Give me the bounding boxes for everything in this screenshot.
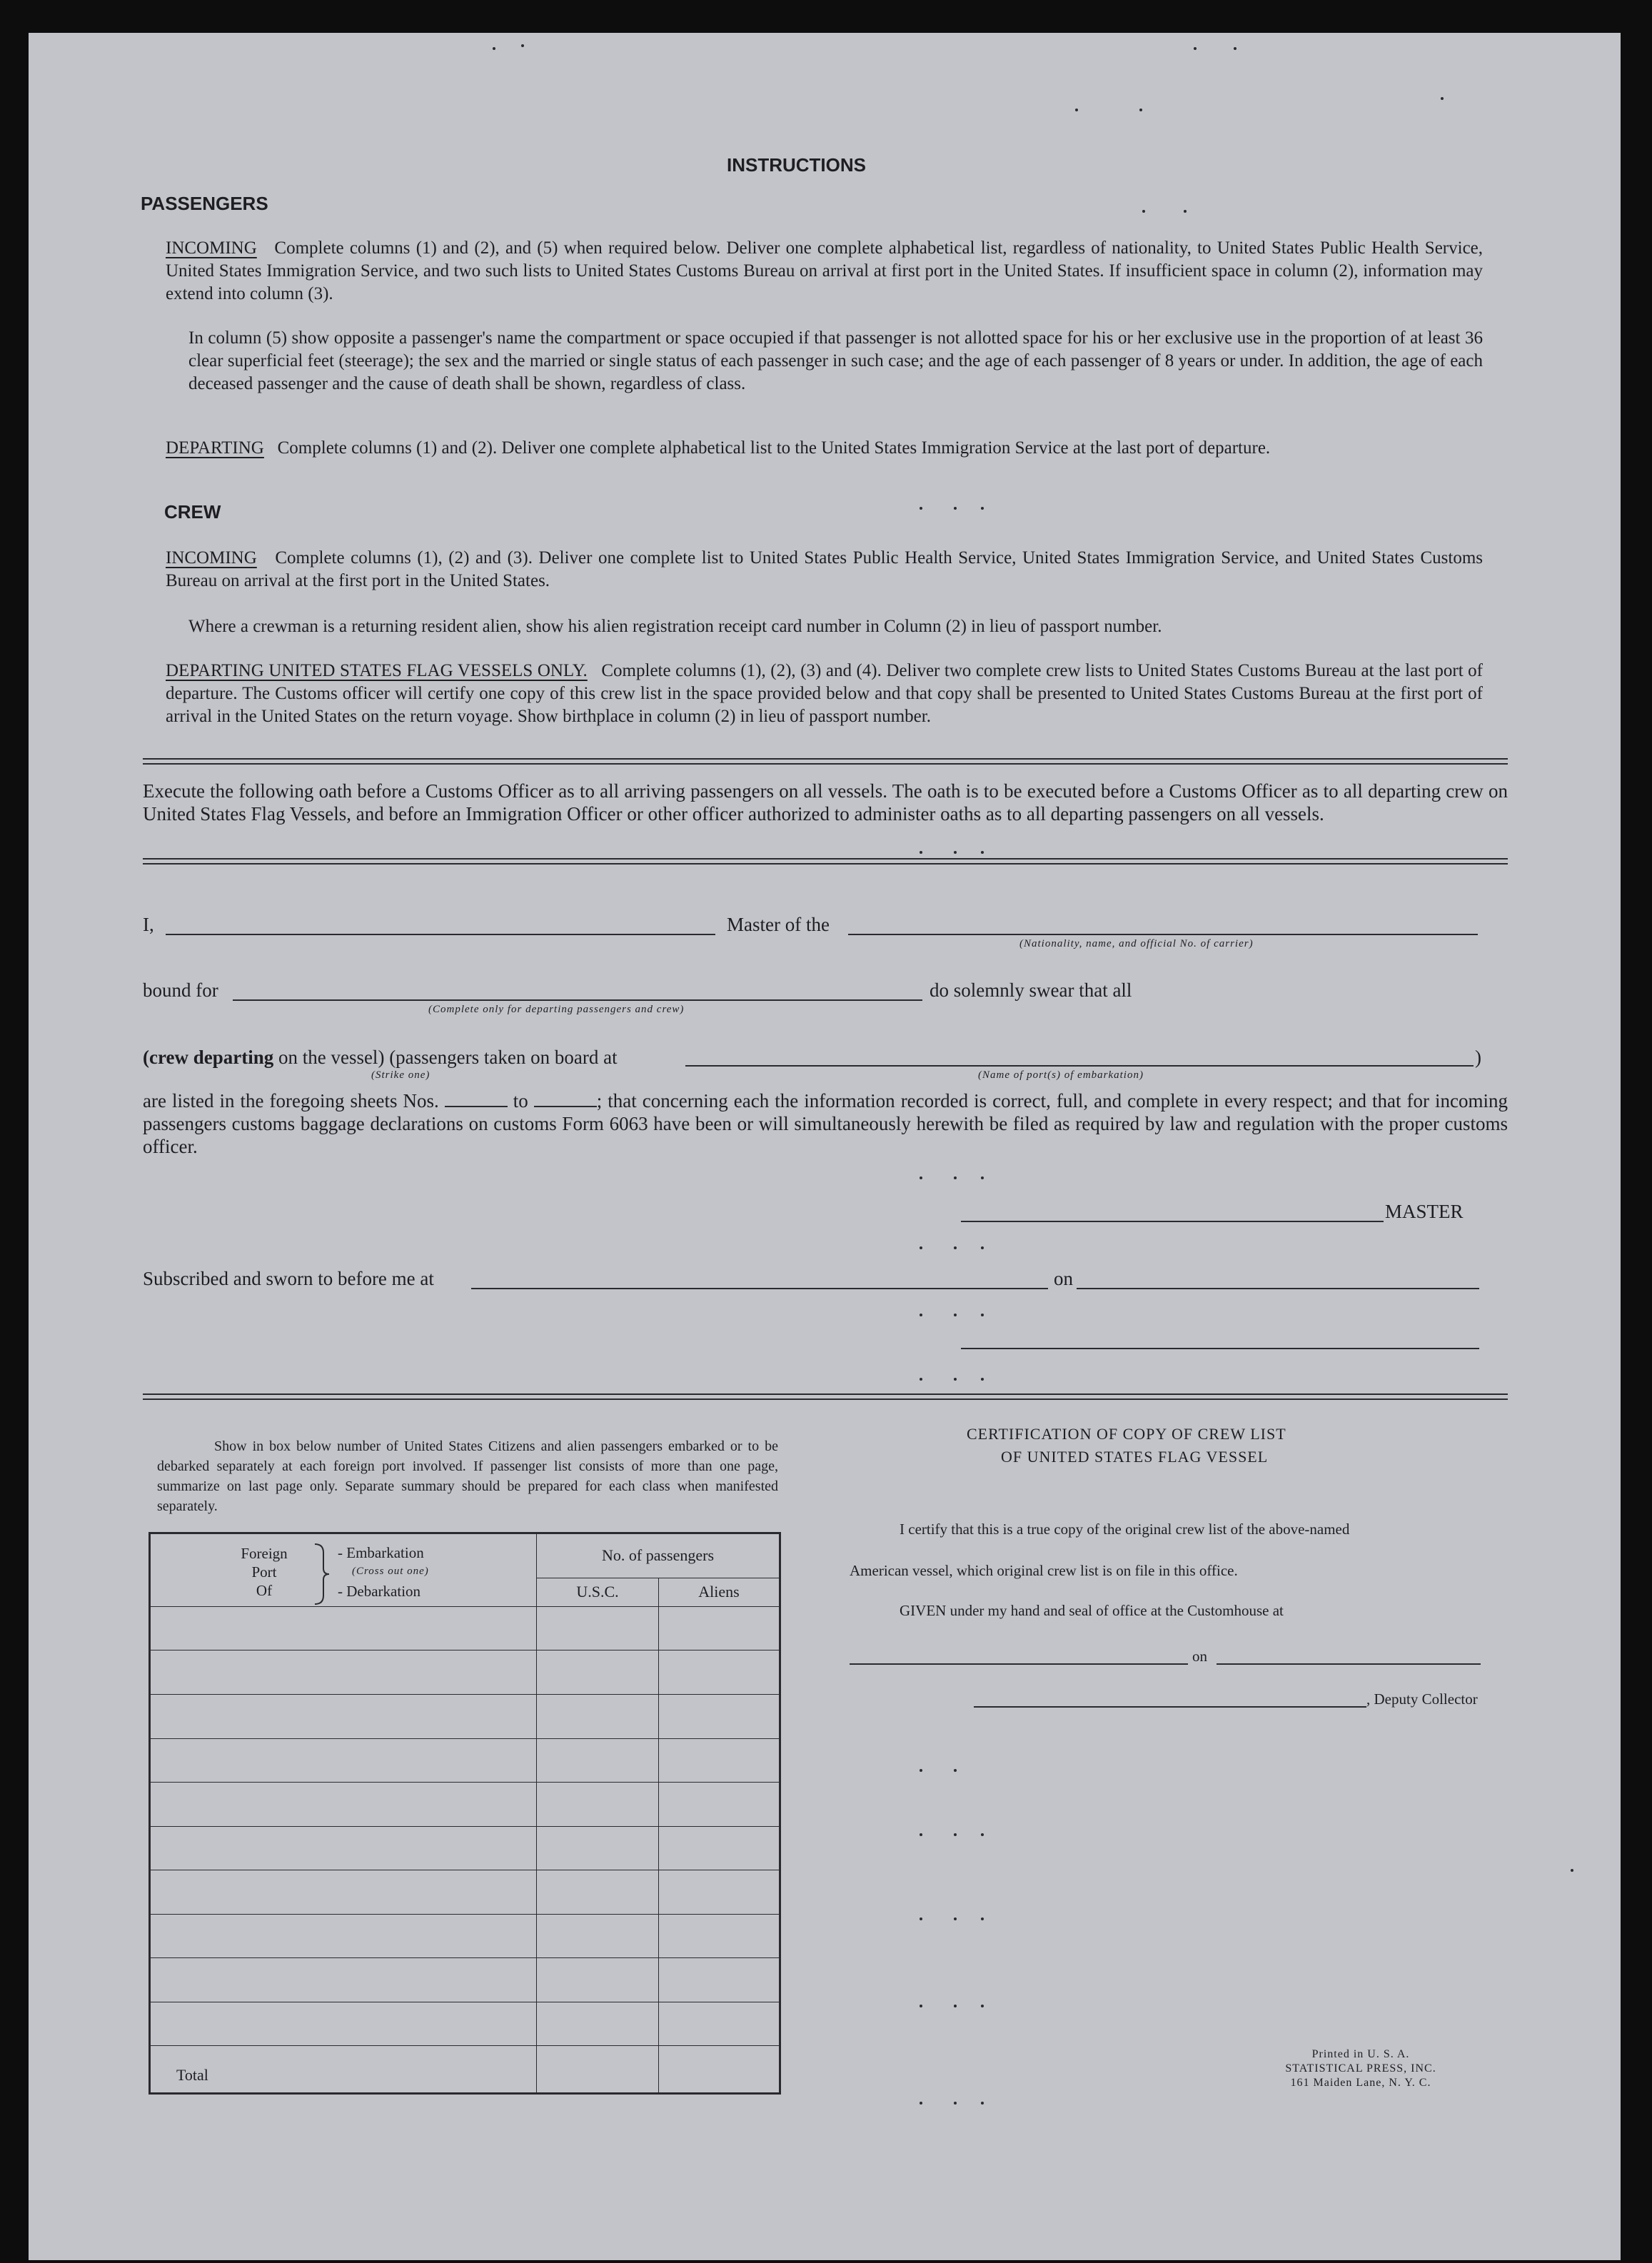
- table-cell[interactable]: [659, 2002, 780, 2046]
- scan-speck: [954, 507, 957, 510]
- passengers-incoming-label: INCOMING: [166, 238, 257, 258]
- scan-speck: [981, 1246, 984, 1249]
- scan-speck: [920, 1176, 922, 1179]
- port-header-label: [232, 1544, 296, 1600]
- master-signature-label: MASTER: [1385, 1201, 1464, 1222]
- listed-paragraph: [143, 1089, 1508, 1158]
- on-vessel-text: on the vessel): [278, 1047, 385, 1068]
- instructions-title: INSTRUCTIONS: [727, 154, 866, 176]
- sheet-to-field[interactable]: [534, 1092, 597, 1107]
- scan-speck: [954, 1246, 957, 1249]
- table-row[interactable]: [150, 2002, 537, 2046]
- table-cell[interactable]: [537, 1870, 659, 1915]
- certification-date-field[interactable]: [1217, 1663, 1481, 1665]
- scan-speck: [920, 1314, 922, 1316]
- table-cell[interactable]: [659, 1958, 780, 2002]
- crew-passengers-line: [143, 1047, 618, 1069]
- scan-speck: [1194, 47, 1197, 50]
- form-page: [29, 33, 1621, 2260]
- divider: [143, 758, 1508, 765]
- printer-line3: 161 Maiden Lane, N. Y. C.: [1290, 2077, 1431, 2089]
- table-row[interactable]: [150, 1783, 537, 1827]
- total-aliens-cell[interactable]: [659, 2046, 780, 2094]
- table-row[interactable]: [150, 1826, 537, 1870]
- sworn-date-field[interactable]: [1077, 1288, 1479, 1289]
- scan-speck: [954, 1917, 957, 1920]
- foreign-label: Foreign: [241, 1545, 288, 1562]
- table-cell[interactable]: [659, 1738, 780, 1783]
- customhouse-place-field[interactable]: [850, 1663, 1188, 1665]
- divider: [143, 858, 1508, 865]
- table-cell[interactable]: [537, 1783, 659, 1827]
- table-cell[interactable]: [659, 1783, 780, 1827]
- table-row[interactable]: [150, 1606, 537, 1650]
- scan-speck: [1142, 210, 1145, 213]
- officer-signature-field[interactable]: [961, 1348, 1479, 1349]
- crew-incoming-paragraph: [166, 547, 1483, 593]
- total-label: Total: [150, 2046, 537, 2094]
- scan-speck: [1184, 210, 1187, 213]
- table-cell[interactable]: [537, 1738, 659, 1783]
- scan-speck: [1139, 109, 1142, 111]
- usc-header: U.S.C.: [537, 1578, 659, 1606]
- table-cell[interactable]: [659, 1826, 780, 1870]
- crew-heading: CREW: [164, 501, 221, 523]
- to-text: to: [513, 1090, 528, 1112]
- bound-for-label: bound for: [143, 979, 218, 1001]
- scan-speck: [1234, 47, 1237, 50]
- scan-speck: [981, 1833, 984, 1836]
- table-row[interactable]: [150, 1870, 537, 1915]
- given-text: GIVEN under my hand and seal of office at the Customhouse at: [900, 1602, 1284, 1619]
- crew-departing-paragraph: [166, 660, 1483, 728]
- scan-speck: [521, 44, 524, 47]
- oath-instruction: Execute the following oath before a Customs Officer as to all arriving passengers on all vessels. The oath is to be executed before a Customs Officer as to all departing crew on United States Flag Vessels, and before an Immigration Officer or other officer authorized to administer oaths as to all departing passengers on all vessels.: [143, 780, 1508, 825]
- american-vessel-text: American vessel, which original crew list is on file in this office.: [850, 1562, 1238, 1579]
- no-of-passengers-header: No. of passengers: [537, 1533, 780, 1578]
- scan-speck: [920, 2102, 922, 2105]
- sworn-place-field[interactable]: [471, 1288, 1048, 1289]
- table-cell[interactable]: [659, 1650, 780, 1695]
- cross-out-caption: (Cross out one): [352, 1566, 429, 1577]
- passengers-departing-text: Complete columns (1) and (2). Deliver one complete alphabetical list to the United States Immigration Service at the last port of departure.: [277, 438, 1271, 458]
- passenger-summary-table: [148, 1532, 781, 2095]
- scan-speck: [1075, 109, 1078, 111]
- scan-speck: [954, 1314, 957, 1316]
- sworn-on-label: on: [1054, 1268, 1073, 1289]
- scan-speck: [954, 1378, 957, 1381]
- scan-speck: [954, 1833, 957, 1836]
- certify-text: I certify that this is a true copy of the original crew list of the above-named: [900, 1521, 1350, 1538]
- crew-departing-bold: (crew departing: [143, 1047, 274, 1068]
- passengers-column5-text: In column (5) show opposite a passenger's name the compartment or space occupied if that passenger is not allotted space for his or her exclusive use in the proportion of at least 36 clear superficial feet (steerage); the sex and the married or single status of each passenger in such case; and the age of each passenger of 8 years or under. In addition, the age of each deceased passenger and the cause of death shall be shown, regardless of class.: [188, 328, 1483, 393]
- scan-speck: [954, 2102, 957, 2105]
- scan-speck: [1571, 1869, 1573, 1872]
- carrier-field[interactable]: [848, 934, 1478, 935]
- table-cell[interactable]: [537, 1695, 659, 1739]
- scan-speck: [920, 851, 922, 854]
- swear-text: do solemnly swear that all: [930, 979, 1132, 1001]
- passengers-departing-paragraph: [166, 437, 1483, 460]
- crew-departing-label: DEPARTING UNITED STATES FLAG VESSELS ONLY.: [166, 661, 588, 680]
- scan-speck: [1441, 97, 1444, 100]
- port-label: Port: [251, 1563, 277, 1581]
- passengers-departing-label: DEPARTING: [166, 438, 264, 458]
- printer-line1: Printed in U. S. A.: [1311, 2048, 1410, 2060]
- table-cell[interactable]: [537, 1826, 659, 1870]
- table-cell[interactable]: [537, 1914, 659, 1958]
- ports-caption: (Name of port(s) of embarkation): [978, 1069, 1144, 1081]
- table-cell[interactable]: [659, 1695, 780, 1739]
- scan-speck: [981, 1314, 984, 1316]
- scan-speck: [981, 851, 984, 854]
- scan-speck: [954, 1176, 957, 1179]
- oath-i-label: I,: [143, 914, 154, 935]
- certification-on-label: on: [1192, 1648, 1207, 1665]
- scan-speck: [920, 1246, 922, 1249]
- scan-speck: [981, 1917, 984, 1920]
- table-row[interactable]: [150, 1650, 537, 1695]
- scan-speck: [981, 1378, 984, 1381]
- master-of-the-label: Master of the: [727, 914, 830, 935]
- table-cell[interactable]: [537, 1606, 659, 1650]
- listed-in-text: are listed in the foregoing sheets Nos.: [143, 1090, 439, 1112]
- table-row[interactable]: [150, 1695, 537, 1739]
- passengers-incoming-text: Complete columns (1) and (2), and (5) when required below. Deliver one complete alphabetical list, regardless of nationality, to United States Public Health Service, United States Immigration Service, and two such lists to United States Customs Bureau on arrival at first port in the United States. If insufficient space in column (2), information may extend into column (3).: [166, 238, 1484, 303]
- table-row[interactable]: [150, 1738, 537, 1783]
- table-cell[interactable]: [659, 1870, 780, 1915]
- scan-speck: [920, 1917, 922, 1920]
- passengers-heading: PASSENGERS: [141, 193, 268, 214]
- scan-speck: [920, 507, 922, 510]
- close-paren: ): [1475, 1047, 1481, 1068]
- deputy-collector-label: , Deputy Collector: [1366, 1690, 1478, 1708]
- listed-rest-text: ; that concerning each the information recorded is correct, full, and complete in every respect; and that for incoming passengers customs baggage declarations on customs Form 6063 have been or will simultaneously herewith be filed as required by law and regulation with the proper customs officer.: [143, 1090, 1508, 1157]
- scan-speck: [954, 1769, 957, 1772]
- crew-incoming-label: INCOMING: [166, 548, 257, 568]
- embarkation-ports-field[interactable]: [685, 1065, 1474, 1067]
- crew-resident-text: Where a crewman is a returning resident alien, show his alien registration receipt card number in Column (2) in lieu of passport number.: [188, 617, 1162, 636]
- master-signature-field[interactable]: [961, 1221, 1384, 1222]
- passengers-incoming-paragraph: [166, 237, 1483, 306]
- carrier-caption: (Nationality, name, and official No. of carrier): [1019, 938, 1254, 949]
- scan-speck: [954, 2005, 957, 2007]
- table-cell[interactable]: [537, 2002, 659, 2046]
- scan-speck: [981, 2005, 984, 2007]
- scan-speck: [920, 1833, 922, 1836]
- master-name-field[interactable]: [166, 934, 715, 935]
- table-row[interactable]: [150, 1958, 537, 2002]
- sheet-from-field[interactable]: [445, 1092, 508, 1107]
- port-header-cell: [150, 1533, 537, 1607]
- certification-title-line1: CERTIFICATION OF COPY OF CREW LIST: [967, 1425, 1286, 1443]
- passengers-taken-text: (passengers taken on board at: [389, 1047, 618, 1068]
- scan-speck: [954, 851, 957, 854]
- brace-icon: [312, 1543, 332, 1606]
- table-cell[interactable]: [537, 1650, 659, 1695]
- scan-speck: [981, 2102, 984, 2105]
- strike-one-caption: (Strike one): [371, 1069, 430, 1081]
- table-row[interactable]: [150, 1914, 537, 1958]
- certification-title-line2: OF UNITED STATES FLAG VESSEL: [1001, 1448, 1269, 1466]
- table-cell[interactable]: [659, 1914, 780, 1958]
- aliens-header: Aliens: [659, 1578, 780, 1606]
- scan-speck: [920, 1769, 922, 1772]
- debarkation-label: - Debarkation: [338, 1583, 421, 1600]
- printer-line2: STATISTICAL PRESS, INC.: [1285, 2062, 1436, 2075]
- scan-speck: [981, 1176, 984, 1179]
- bound-for-field[interactable]: [233, 999, 922, 1001]
- scan-speck: [920, 2005, 922, 2007]
- bound-for-caption: (Complete only for departing passengers and crew): [428, 1004, 685, 1015]
- scan-speck: [493, 47, 495, 50]
- summary-note: Show in box below number of United States Citizens and alien passengers embarked or to be debarked separately at each foreign port involved. If passenger list consists of more than one page, summarize on last page only. Separate summary should be prepared for each class when manifested separately.: [157, 1438, 778, 1514]
- scan-speck: [920, 1378, 922, 1381]
- printer-imprint: [1239, 2047, 1482, 2090]
- total-usc-cell[interactable]: [537, 2046, 659, 2094]
- table-cell[interactable]: [537, 1958, 659, 2002]
- crew-incoming-text: Complete columns (1), (2) and (3). Deliver one complete list to United States Public Health Service, United States Immigration Service, and United States Customs Bureau on arrival at the first port in the United States.: [166, 548, 1484, 590]
- table-cell[interactable]: [659, 1606, 780, 1650]
- embarkation-label: - Embarkation: [338, 1544, 424, 1561]
- crew-departing-text: Complete columns (1), (2), (3) and (4). Deliver two complete crew lists to United States Customs Bureau at the last port of departure. The Customs officer will certify one copy of this crew list in the space provided below and that copy shall be presented to United States Customs Bureau at the first port of arrival in the United States on the return voyage. Show birthplace in column (2) in lieu of passport number.: [166, 661, 1484, 726]
- subscribed-label: Subscribed and sworn to before me at: [143, 1268, 434, 1289]
- scan-speck: [981, 507, 984, 510]
- divider: [143, 1393, 1508, 1400]
- deputy-collector-signature-field[interactable]: [974, 1706, 1366, 1708]
- of-label: Of: [256, 1582, 273, 1599]
